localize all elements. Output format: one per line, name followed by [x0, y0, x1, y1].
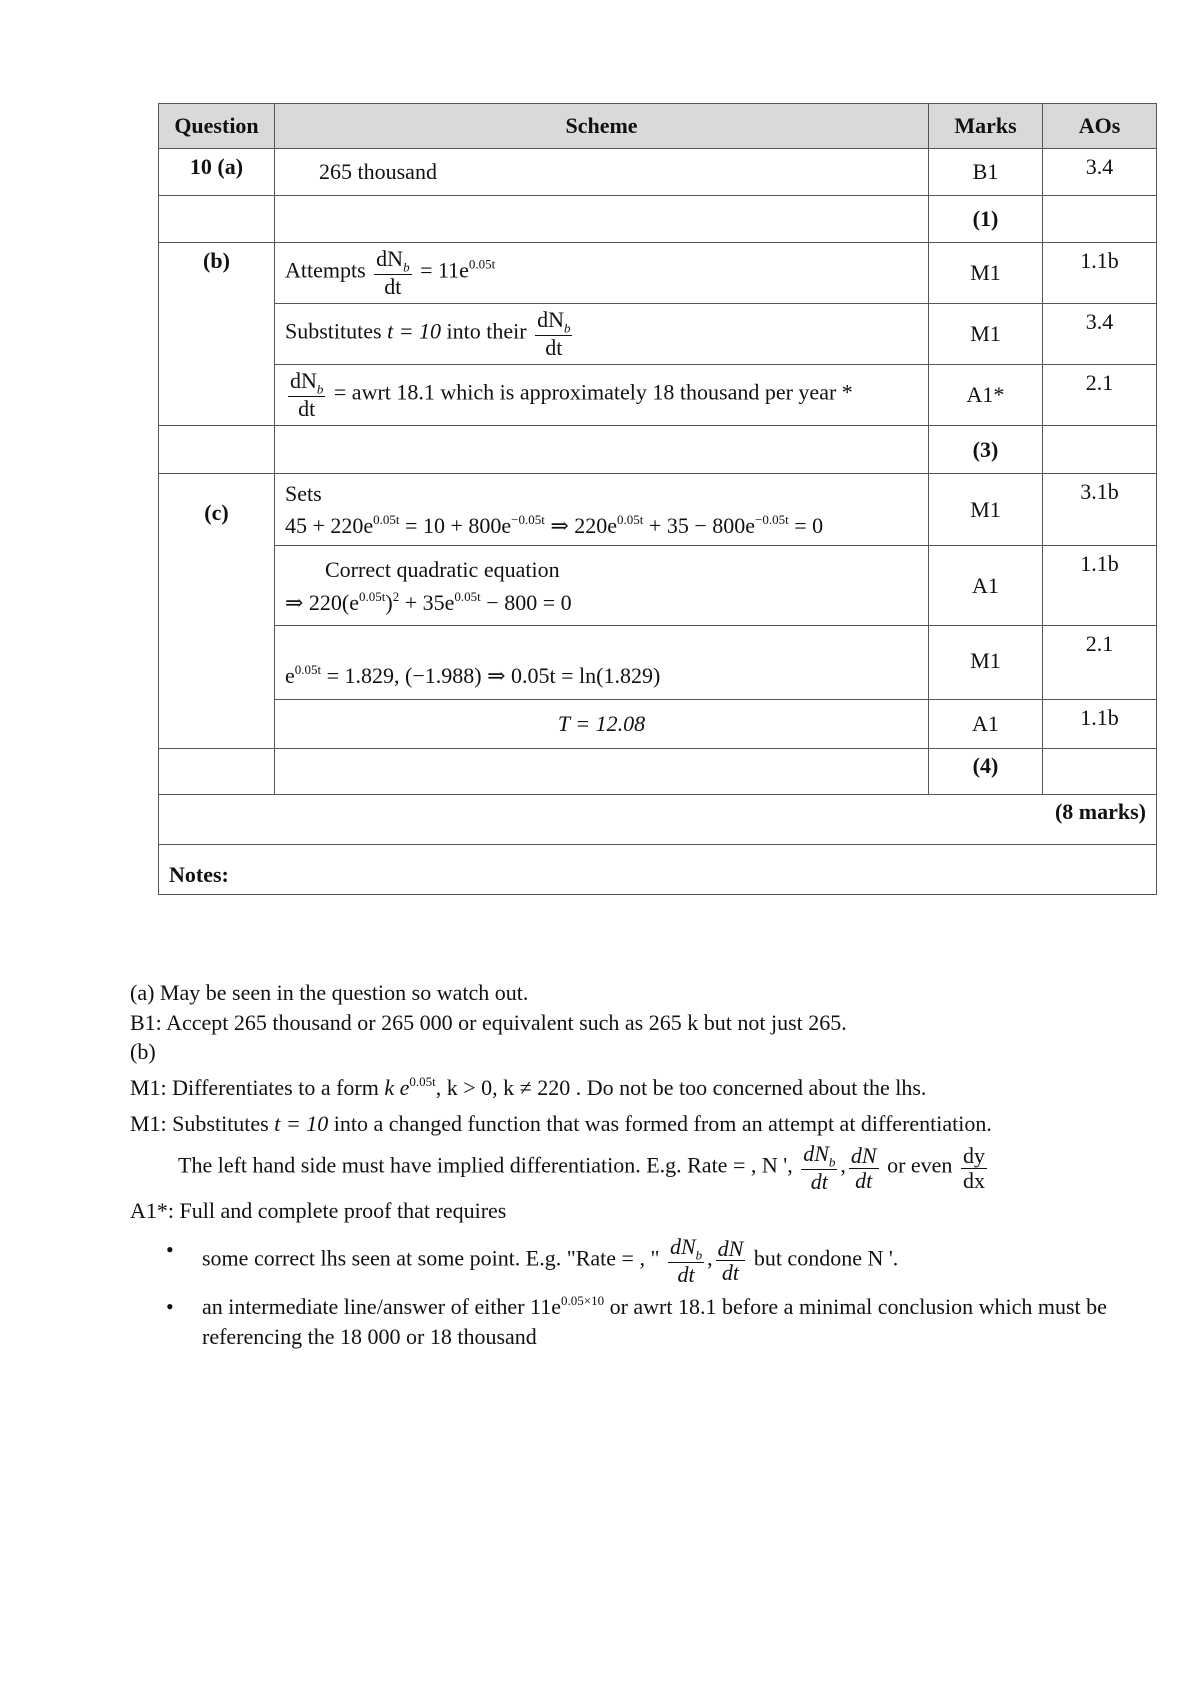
fraction-dnb-dt: $\frac{dN_b}{dt}$ [376, 246, 410, 300]
ao-b2: 3.4 [1043, 304, 1157, 365]
row-a [159, 149, 1157, 196]
row-b2 [159, 304, 1157, 365]
fraction-dnb-dt: $\frac{dN_b}{dt}$ [537, 307, 571, 361]
fraction-dn-dt: $\frac{dN}{dt}$ [850, 1143, 877, 1193]
question-label-b: (b) [159, 243, 275, 426]
ao-c2: 1.1b [1043, 546, 1157, 626]
total-marks: (8 marks) [159, 795, 1157, 845]
subtotal-row-c [159, 749, 1157, 795]
total-row [159, 795, 1157, 845]
fraction-dn-dt: $\frac{dN}{dt}$ [717, 1236, 744, 1286]
question-label-c: (c) [159, 474, 275, 749]
note-a1-proof: A1*: Full and complete proof that requires [130, 1197, 507, 1223]
notes-section [130, 978, 1140, 1352]
mark-c2: A1 [929, 546, 1043, 626]
row-b1 [159, 243, 1157, 304]
note-b1: B1: Accept 265 thousand or 265 000 or equivalent such as 265 k but not just 265. [130, 1009, 847, 1035]
mark-b3: A1* [929, 365, 1043, 426]
row-b3 [159, 365, 1157, 426]
mark-a: B1 [929, 149, 1043, 196]
notes-row [159, 845, 1157, 895]
ao-a: 3.4 [1043, 149, 1157, 196]
question-label-a: 10 (a) [159, 149, 275, 196]
note-m1-substitutes: M1: Substitutes t = 10 into a changed function that was formed from an attempt at differentiation. [130, 1110, 992, 1136]
mark-c4: A1 [929, 700, 1043, 749]
header-marks: Marks [929, 104, 1043, 149]
note-lhs: The left hand side must have implied differentiation. E.g. Rate = , N ', $\frac{dN_b}{dt}$ , $\frac{dN}{dt}$ or even $\frac{dy}{dx}$ [178, 1141, 985, 1195]
mark-b2: M1 [929, 304, 1043, 365]
fraction-dy-dx: $\frac{dy}{dx}$ [962, 1143, 985, 1193]
note-m1-differentiates: M1: Differentiates to a form k $e^{0.05t}$, k > 0, k ≠ 220 . Do not be too concerned about the lhs. [130, 1074, 927, 1101]
subtotal-b: (3) [929, 426, 1043, 474]
ao-c3: 2.1 [1043, 626, 1157, 700]
scheme-c1: Sets $45 + 220e^{0.05t} = 10 + 800e^{-0.05t}$ ⇒ $220e^{0.05t} + 35 - 800e^{-0.05t} = 0$ [275, 474, 929, 546]
scheme-b2: Substitutes t = 10 into their $\frac{dN_b}{dt}$ [275, 304, 929, 365]
ao-c4: 1.1b [1043, 700, 1157, 749]
bullet-dot: • [166, 1294, 174, 1320]
ao-c1: 3.1b [1043, 474, 1157, 546]
header-question: Question [159, 104, 275, 149]
row-c3 [159, 626, 1157, 700]
mark-b1: M1 [929, 243, 1043, 304]
scheme-c3: $e^{0.05t} = 1.829$, (−1.988) ⇒ 0.05t = ln(1.829) [275, 626, 929, 700]
subtotal-row-a [159, 196, 1157, 243]
notes-label: Notes: [159, 845, 1157, 895]
bullet-dot: • [166, 1237, 174, 1263]
mark-scheme-table [158, 103, 1157, 895]
header-scheme: Scheme [275, 104, 929, 149]
header-row [159, 104, 1157, 149]
mark-c3: M1 [929, 626, 1043, 700]
subtotal-row-b [159, 426, 1157, 474]
subtotal-a: (1) [929, 196, 1043, 243]
scheme-b1: Attempts $\frac{dN_b}{dt}$ = $11e^{0.05t}$ [275, 243, 929, 304]
fraction-dnb-dt: $\frac{dN_b}{dt}$ [290, 368, 324, 422]
row-c2 [159, 546, 1157, 626]
fraction-dnb-dt: $\frac{dN_b}{dt}$ [803, 1141, 836, 1195]
note-b-heading: (b) [130, 1039, 156, 1065]
scheme-a: 265 thousand [275, 149, 929, 196]
row-c1 [159, 474, 1157, 546]
ao-b3: 2.1 [1043, 365, 1157, 426]
header-aos: AOs [1043, 104, 1157, 149]
bullet-intermediate: • an intermediate line/answer of either $11e^{0.05\times 10}$ or awrt 18.1 before a minimal conclusion which must be referencing the 18 000 or 18 thousand [166, 1293, 1107, 1350]
scheme-c2: Correct quadratic equation ⇒ $220(e^{0.05t})^2 + 35e^{0.05t} - 800 = 0$ [275, 546, 929, 626]
note-a: (a) May be seen in the question so watch out. [130, 980, 529, 1005]
fraction-dnb-dt: $\frac{dN_b}{dt}$ [669, 1234, 703, 1288]
scheme-c4: T = 12.08 [275, 700, 929, 749]
row-c4 [159, 700, 1157, 749]
scheme-b3: $\frac{dN_b}{dt}$ = awrt 18.1 which is approximately 18 thousand per year * [275, 365, 929, 426]
bullet-lhs: • some correct lhs seen at some point. E.g. "Rate = , " $\frac{dN_b}{dt}$ , $\frac{dN}{dt}$ but condone N '. [166, 1234, 899, 1288]
mark-c1: M1 [929, 474, 1043, 546]
ao-b1: 1.1b [1043, 243, 1157, 304]
subtotal-c: (4) [929, 749, 1043, 795]
